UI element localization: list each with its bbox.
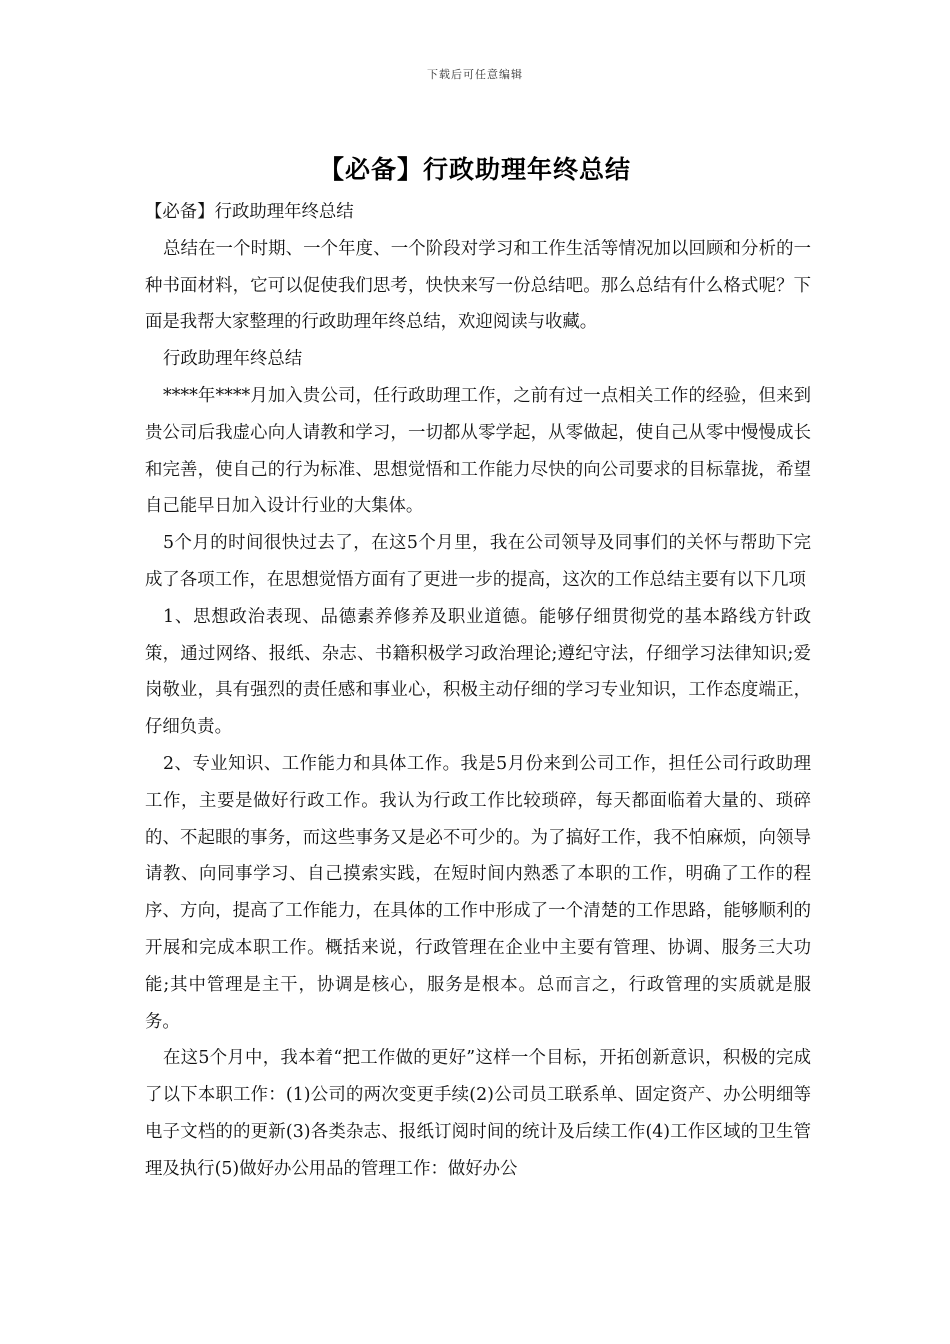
body-paragraph: 5个月的时间很快过去了，在这5个月里，我在公司领导及同事们的关怀与帮助下完成了各项工作，在思想觉悟方面有了更进一步的提高，这次的工作总结主要有以下几项 <box>145 533 811 590</box>
document-title: 【必备】行政助理年终总结 <box>318 155 631 184</box>
section-heading: 行政助理年终总结 <box>163 349 303 370</box>
document-body <box>145 194 811 1188</box>
page-header-note: 下载后可任意编辑 <box>427 68 523 81</box>
intro-paragraph: 总结在一个时期、一个年度、一个阶段对学习和工作生活等情况加以回顾和分析的一种书面材料，它可以促使我们思考，快快来写一份总结吧。那么总结有什么格式呢？下面是我帮大家整理的行政助理年终总结，欢迎阅读与收藏。 <box>145 238 811 333</box>
body-paragraph: ****年****月加入贵公司，任行政助理工作，之前有过一点相关工作的经验，但来到贵公司后我虚心向人请教和学习，一切都从零学起，从零做起，使自己从零中慢慢成长和完善，使自己的行为标准、思想觉悟和工作能力尽快的向公司要求的目标靠拢，希望自己能早日加入设计行业的大集体。 <box>145 385 811 517</box>
body-paragraph: 在这5个月中，我本着“把工作做的更好”这样一个目标，开拓创新意识，积极的完成了以下本职工作：(1)公司的两次变更手续(2)公司员工联系单、固定资产、办公明细等电子文档的的更新(3)各类杂志、报纸订阅时间的统计及后续工作(4)工作区域的卫生管理及执行(5)做好办公用品的管理工作：做好办公 <box>145 1048 811 1179</box>
subtitle-paragraph: 【必备】行政助理年终总结 <box>145 202 354 222</box>
body-paragraph: 2、专业知识、工作能力和具体工作。我是5月份来到公司工作，担任公司行政助理工作，主要是做好行政工作。我认为行政工作比较琐碎，每天都面临着大量的、琐碎的、不起眼的事务，而这些事务又是必不可少的。为了搞好工作，我不怕麻烦，向领导请教、向同事学习、自己摸索实践，在短时间内熟悉了本职的工作，明确了工作的程序、方向，提高了工作能力，在具体的工作中形成了一个清楚的工作思路，能够顺利的开展和完成本职工作。概括来说，行政管理在企业中主要有管理、协调、服务三大功能;其中管理是主干，协调是核心，服务是根本。总而言之，行政管理的实质就是服务。 <box>145 753 811 1032</box>
body-paragraph: 1、思想政治表现、品德素养修养及职业道德。能够仔细贯彻党的基本路线方针政策，通过网络、报纸、杂志、书籍积极学习政治理论;遵纪守法，仔细学习法律知识;爱岗敬业，具有强烈的责任感和事业心，积极主动仔细的学习专业知识，工作态度端正，仔细负责。 <box>145 606 811 738</box>
